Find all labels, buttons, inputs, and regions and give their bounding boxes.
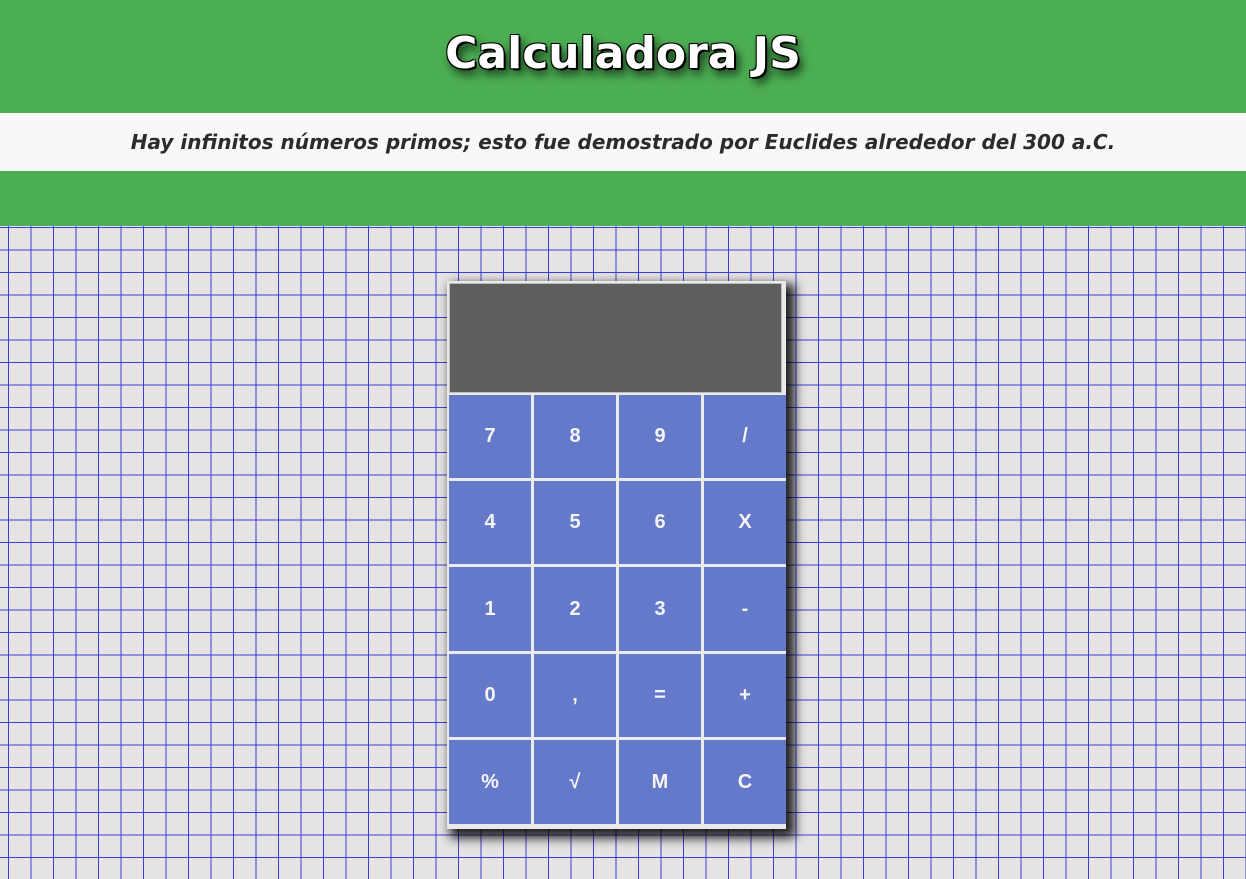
- key-equals[interactable]: =: [619, 654, 701, 737]
- calculator-display: [449, 283, 782, 393]
- key-clear[interactable]: C: [704, 740, 786, 824]
- key-decimal[interactable]: ,: [534, 654, 616, 737]
- key-sqrt[interactable]: √: [534, 740, 616, 824]
- key-multiply[interactable]: X: [704, 481, 786, 564]
- key-add[interactable]: +: [704, 654, 786, 737]
- key-0[interactable]: 0: [449, 654, 531, 737]
- key-5[interactable]: 5: [534, 481, 616, 564]
- key-divide[interactable]: /: [704, 395, 786, 478]
- fact-banner: [0, 113, 1246, 171]
- key-8[interactable]: 8: [534, 395, 616, 478]
- fact-text: Hay infinitos números primos; esto fue demostrado por Euclides alrededor del 300 a.C.: [130, 130, 1116, 154]
- key-2[interactable]: 2: [534, 567, 616, 651]
- header: [0, 0, 1246, 226]
- page-title: Calculadora JS: [445, 28, 801, 79]
- key-1[interactable]: 1: [449, 567, 531, 651]
- key-7[interactable]: 7: [449, 395, 531, 478]
- key-memory[interactable]: M: [619, 740, 701, 824]
- key-3[interactable]: 3: [619, 567, 701, 651]
- key-percent[interactable]: %: [449, 740, 531, 824]
- key-subtract[interactable]: -: [704, 567, 786, 651]
- key-6[interactable]: 6: [619, 481, 701, 564]
- keypad: [449, 395, 786, 827]
- key-4[interactable]: 4: [449, 481, 531, 564]
- calculator: [447, 281, 786, 829]
- key-9[interactable]: 9: [619, 395, 701, 478]
